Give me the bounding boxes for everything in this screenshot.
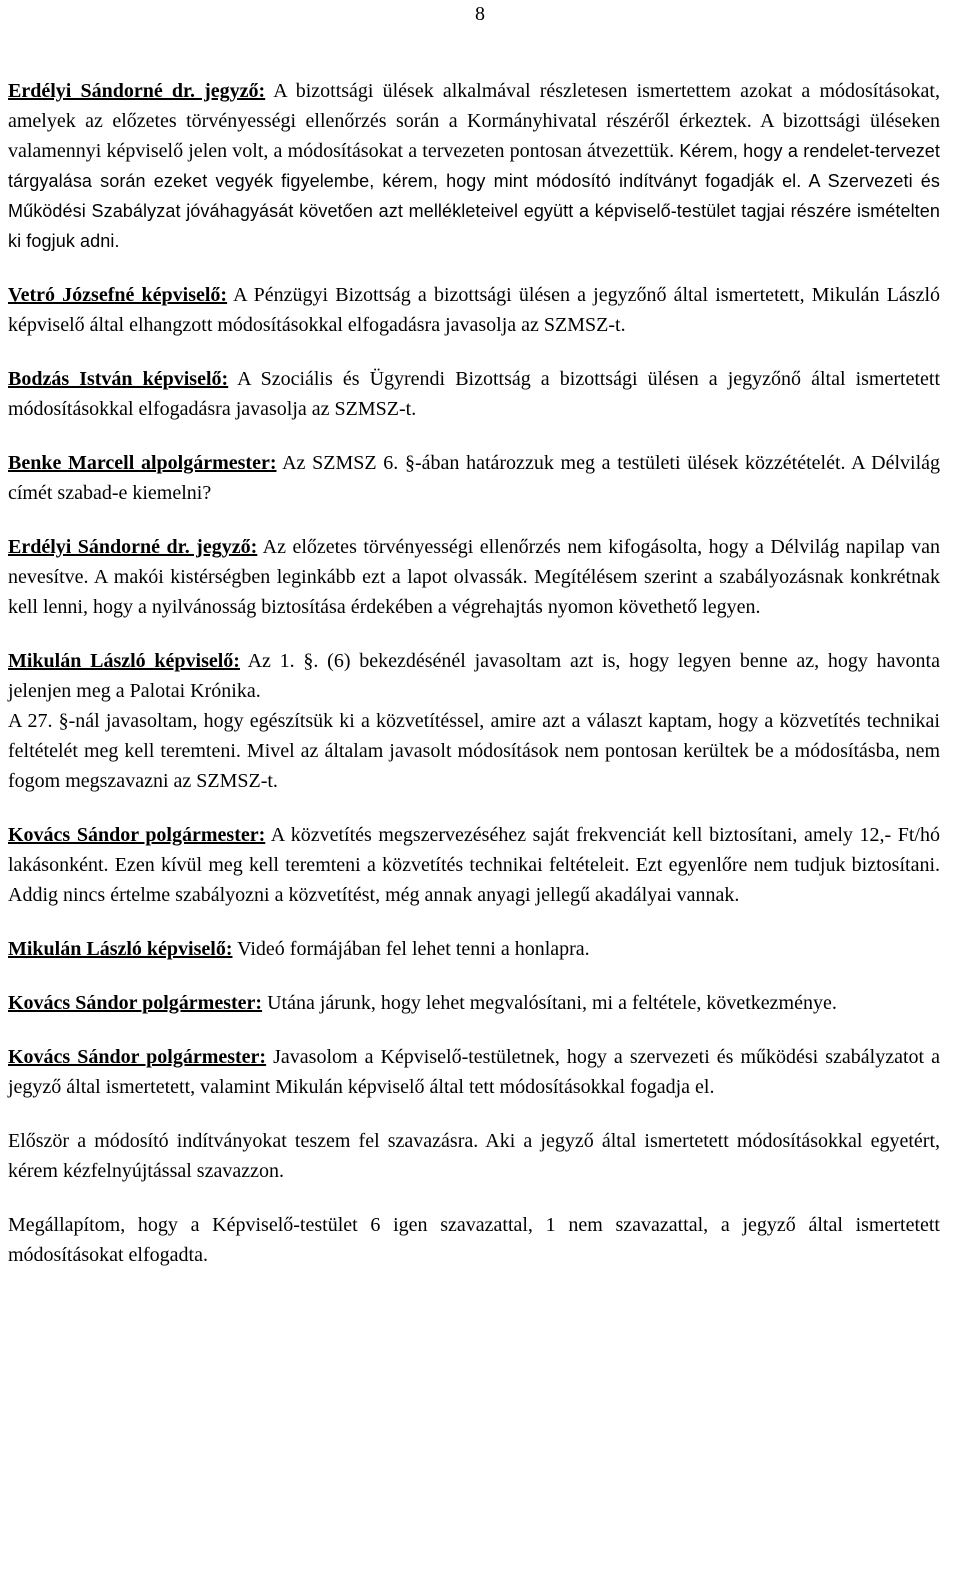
paragraph-text: A Szociális és Ügyrendi Bizottság a bizottsági ülésen a jegyzőnő által ismertetett módosításokkal elfogadásra javasolja az SZMSZ-t. bbox=[8, 368, 941, 420]
paragraph-text: A bizottsági ülések alkalmával részletesen ismertettem azokat a módosításokat, amelyek az előzetes törvényességi ellenőrzés során a Kormányhivatal részéről érkeztek. A bizottsági üléseken valamennyi képviselő jelen volt, a módosításokat a tervezeten pontosan átvezettük. bbox=[8, 80, 940, 162]
speaker-name: Kovács Sándor polgármester: bbox=[8, 824, 266, 846]
speaker-name: Erdélyi Sándorné dr. jegyző: bbox=[8, 80, 266, 102]
paragraph-kovacs-1 bbox=[8, 820, 940, 910]
page-number: 8 bbox=[475, 3, 485, 25]
paragraph-text: A Pénzügyi Bizottság a bizottsági ülésen a jegyzőnő által ismertetett, Mikulán László képviselő által elhangzott módosításokkal elfogadásra javasolja az SZMSZ-t. bbox=[8, 284, 941, 336]
paragraph-mikulan-1-continuation: A 27. §-nál javasoltam, hogy egészítsük ki a közvetítéssel, amire azt a választ kaptam, hogy a közvetítés technikai feltételét meg kell teremteni. Mivel az általam javasolt módosítások nem pontosan kerültek be a módosításba, nem fogom megszavazni az SZMSZ-t. bbox=[8, 710, 940, 792]
paragraph-text: Utána járunk, hogy lehet megvalósítani, mi a feltétele, következménye. bbox=[262, 992, 837, 1014]
paragraph-text: Javasolom a Képviselő-testületnek, hogy a szervezeti és működési szabályzatot a jegyző által ismertetett, valamint Mikulán képviselő által tett módosításokkal fogadja el. bbox=[8, 1046, 941, 1098]
paragraph-text: Az 1. §. (6) bekezdésénél javasoltam azt is, hogy legyen benne az, hogy havonta jelenjen meg a Palotai Krónika. bbox=[8, 650, 940, 702]
paragraph-text: Videó formájában fel lehet tenni a honlapra. bbox=[232, 938, 590, 960]
document-body bbox=[8, 76, 940, 1294]
paragraph-text-sans: Kérem, hogy a rendelet-tervezet tárgyalása során ezeket vegyék figyelembe, kérem, hogy mint módosító indítványt fogadják el. A Szervezeti és Működési Szabályzat jóváhagyását követően azt mellékleteivel együtt a képviselő-testület tagjai részére ismételten ki fogjuk adni. bbox=[8, 141, 940, 251]
speaker-name: Mikulán László képviselő: bbox=[8, 650, 240, 672]
speaker-name: Mikulán László képviselő: bbox=[8, 938, 233, 960]
paragraph-text: Az SZMSZ 6. §-ában határozzuk meg a testületi ülések közzétételét. A Délvilág címét szabad-e kiemelni? bbox=[8, 452, 941, 504]
paragraph-text: Az előzetes törvényességi ellenőrzés nem kifogásolta, hogy a Délvilág napilap van nevesítve. A makói kistérségben leginkább ezt a lapot olvassák. Megítélésem szerint a szabályozásnak konkrétnak kell lenni, hogy a nyilvánosság biztosítása érdekében a végrehajtás nyomon követhető legyen. bbox=[8, 536, 940, 618]
paragraph-jegyzo-2 bbox=[8, 532, 940, 622]
speaker-name: Kovács Sándor polgármester: bbox=[8, 992, 263, 1014]
paragraph-bodzas bbox=[8, 364, 940, 424]
paragraph-vote-result: Megállapítom, hogy a Képviselő-testület 6 igen szavazattal, 1 nem szavazattal, a jegyző által ismertetett módosításokat elfogadta. bbox=[8, 1214, 940, 1266]
paragraph-jegyzo-1 bbox=[8, 76, 940, 256]
paragraph-vetro bbox=[8, 280, 940, 340]
speaker-name: Vetró Józsefné képviselő: bbox=[8, 284, 228, 306]
paragraph-kovacs-2 bbox=[8, 988, 940, 1018]
paragraph-mikulan-2 bbox=[8, 934, 940, 964]
paragraph-benke bbox=[8, 448, 940, 508]
paragraph-text: A közvetítés megszervezéséhez saját frekvenciát kell biztosítani, amely 12,- Ft/hó lakásonként. Ezen kívül meg kell teremteni a közvetítés technikai feltételeit. Ezt egyenlőre nem tudjuk biztosítani. Addig nincs értelme szabályozni a közvetítést, még annak anyagi jellegű akadályai vannak. bbox=[8, 824, 940, 906]
paragraph-mikulan-1 bbox=[8, 646, 940, 706]
paragraph-kovacs-3 bbox=[8, 1042, 940, 1102]
speaker-name: Benke Marcell alpolgármester: bbox=[8, 452, 277, 474]
speaker-name: Bodzás István képviselő: bbox=[8, 368, 229, 390]
speaker-name: Erdélyi Sándorné dr. jegyző: bbox=[8, 536, 258, 558]
speaker-name: Kovács Sándor polgármester: bbox=[8, 1046, 267, 1068]
paragraph-vote-call: Először a módosító indítványokat teszem fel szavazásra. Aki a jegyző által ismertetett módosításokkal egyetért, kérem kézfelnyújtással szavazzon. bbox=[8, 1130, 940, 1182]
